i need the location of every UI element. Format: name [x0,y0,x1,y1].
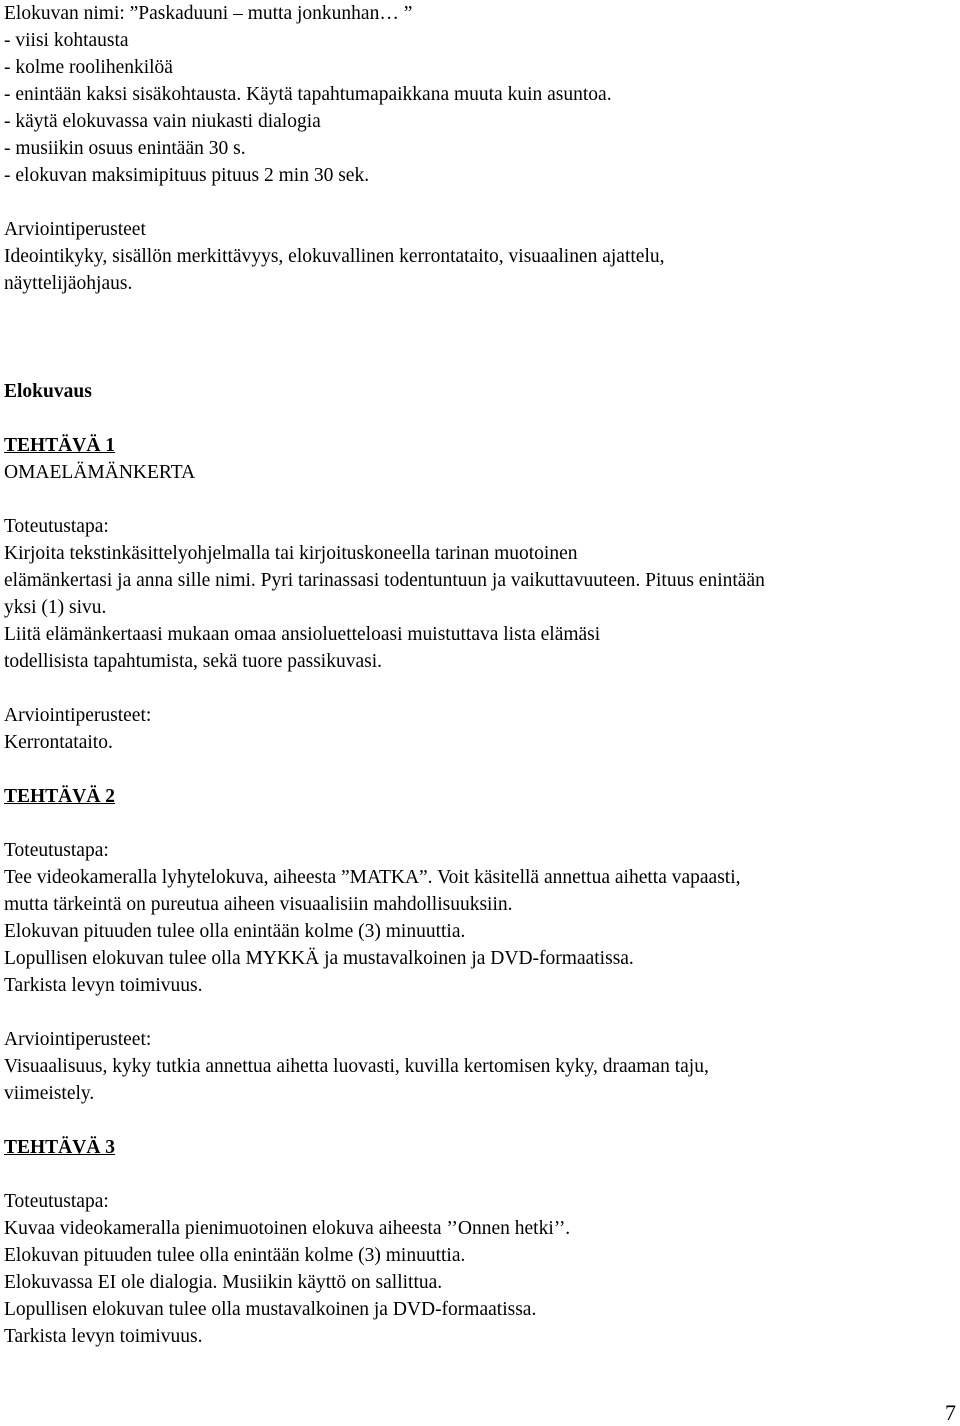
task3-method-line: Tarkista levyn toimivuus. [4,1326,203,1347]
criteria-line: Ideointikyky, sisällön merkittävyys, elokuvallinen kerrontataito, visuaalinen ajattelu, [4,246,665,267]
task1-method-label: Toteutustapa: [4,516,109,537]
rule-line: - viisi kohtausta [4,30,129,51]
rule-line: - enintään kaksi sisäkohtausta. Käytä tapahtumapaikkana muuta kuin asuntoa. [4,84,612,105]
task1-method-line: Liitä elämänkertaasi mukaan omaa ansioluetteloasi muistuttava lista elämäsi [4,624,601,645]
task2-method-label: Toteutustapa: [4,840,109,861]
task2-criteria-line: viimeistely. [4,1083,95,1104]
task2-criteria-line: Visuaalisuus, kyky tutkia annettua aihetta luovasti, kuvilla kertomisen kyky, draaman taju, [4,1056,709,1077]
task3-method-line: Lopullisen elokuvan tulee olla mustavalkoinen ja DVD-formaatissa. [4,1299,537,1320]
document-page [4,0,944,1350]
task1-method-line: elämänkertasi ja anna sille nimi. Pyri tarinassasi todentuntuun ja vaikuttavuuteen. Pituus enintään [4,570,765,591]
page-number: 7 [945,1400,956,1425]
task2-heading: TEHTÄVÄ 2 [4,786,116,807]
rule-line: - käytä elokuvassa vain niukasti dialogia [4,111,321,132]
rule-line: - musiikin osuus enintään 30 s. [4,138,246,159]
task3-method-label: Toteutustapa: [4,1191,109,1212]
rule-line: - elokuvan maksimipituus pituus 2 min 30 sek. [4,165,370,186]
criteria-heading: Arviointiperusteet [4,219,146,240]
task2-method-line: mutta tärkeintä on pureutua aiheen visuaalisiin mahdollisuuksiin. [4,894,513,915]
section-title: Elokuvaus [4,381,92,402]
film-title-line: Elokuvan nimi: ”Paskaduuni – mutta jonkunhan… ” [4,3,413,24]
task1-method-line: Kirjoita tekstinkäsittelyohjelmalla tai kirjoituskoneella tarinan muotoinen [4,543,578,564]
task2-criteria-label: Arviointiperusteet: [4,1029,152,1050]
criteria-line: näyttelijäohjaus. [4,273,133,294]
task1-heading: TEHTÄVÄ 1 [4,435,116,456]
task3-method-line: Kuvaa videokameralla pienimuotoinen elokuva aiheesta ’’Onnen hetki’’. [4,1218,571,1239]
task3-heading: TEHTÄVÄ 3 [4,1137,116,1158]
task2-method-line: Tee videokameralla lyhytelokuva, aiheesta ”MATKA”. Voit käsitellä annettua aihetta vapaasti, [4,867,741,888]
task3-method-line: Elokuvan pituuden tulee olla enintään kolme (3) minuuttia. [4,1245,466,1266]
task1-criteria-label: Arviointiperusteet: [4,705,152,726]
task1-criteria-line: Kerrontataito. [4,732,113,753]
task1-subtitle: OMAELÄMÄNKERTA [4,462,196,483]
rule-line: - kolme roolihenkilöä [4,57,173,78]
task1-method-line: yksi (1) sivu. [4,597,107,618]
task1-method-line: todellisista tapahtumista, sekä tuore passikuvasi. [4,651,383,672]
task2-method-line: Tarkista levyn toimivuus. [4,975,203,996]
task3-method-line: Elokuvassa EI ole dialogia. Musiikin käyttö on sallittua. [4,1272,443,1293]
task2-method-line: Elokuvan pituuden tulee olla enintään kolme (3) minuuttia. [4,921,466,942]
task2-method-line: Lopullisen elokuvan tulee olla MYKKÄ ja mustavalkoinen ja DVD-formaatissa. [4,948,634,969]
